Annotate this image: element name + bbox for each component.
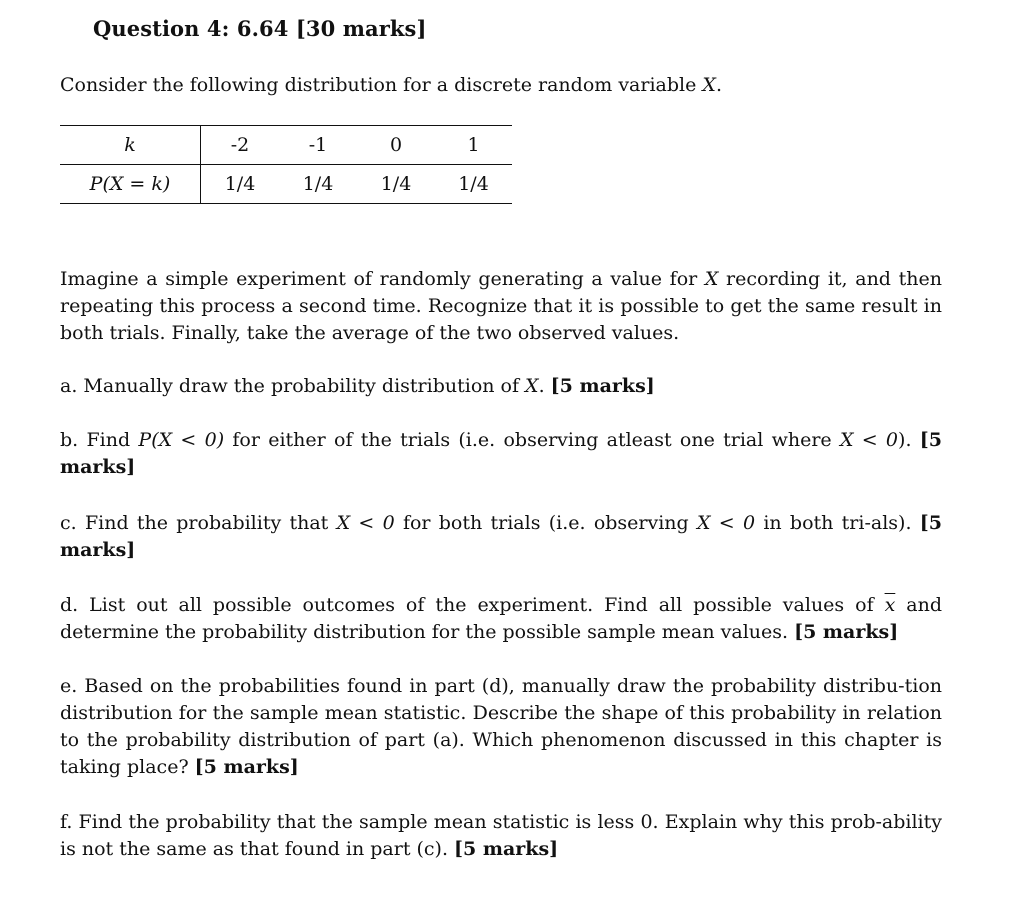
part-c-expr: X < 0 [336,512,395,534]
part-c [60,510,942,564]
part-c-text2: for both trials (i.e. observing [394,512,697,534]
part-a-after: . [538,375,551,397]
part-a-marks: [5 marks] [550,375,655,397]
probability-value: 1/4 [435,165,512,204]
part-d-marks: [5 marks] [794,621,899,643]
intro-prefix: Consider the following distribution for a discrete random variable [60,74,703,96]
imagine-part1: Imagine a simple experiment of randomly generating a value for [60,268,705,290]
part-c-text3: in both tri-als). [755,512,920,534]
part-b-expr1: P(X < 0) [138,429,225,451]
part-f [60,809,942,863]
experiment-paragraph [60,266,942,347]
part-f-text: f. Find the probability that the sample mean statistic is less 0. Explain why this prob-ability is not the same as that found in part (c). [60,811,942,860]
intro-variable: X [702,74,716,96]
probability-value: 1/4 [279,165,357,204]
part-b [60,427,942,481]
xbar-symbol: $\overline{x}$ [884,594,896,616]
part-d-text1: d. List out all possible outcomes of the experiment. Find all possible values of [60,594,885,616]
part-a [60,373,942,400]
part-b-marks: [5 marks] [60,429,942,478]
row-k-label: k [60,126,201,165]
row-p-label: P(X = k) [60,165,201,204]
imagine-variable: X [704,268,719,290]
part-d-text2: and determine the probability distribution for the possible sample mean values. [60,594,942,643]
part-e [60,673,942,781]
question-heading: Question 4: 6.64 [30 marks] [93,16,427,41]
probability-value: 1/4 [357,165,435,204]
intro-suffix: . [715,74,722,96]
part-c-expr2: X < 0 [696,512,756,534]
part-b-text3: ). [898,429,920,451]
table-row-k [60,126,512,165]
k-value: -2 [201,126,280,165]
probability-value: 1/4 [201,165,280,204]
part-d [60,592,942,646]
part-b-expr2: X < 0 [839,429,899,451]
part-b-text1: b. Find [60,429,139,451]
imagine-part2: recording it, and then repeating this process a second time. Recognize that it is possible to get the same result in both trials. Finally, take the average of the two observed values. [60,268,942,344]
part-c-text1: c. Find the probability that [60,512,337,534]
part-f-marks: [5 marks] [454,838,559,860]
part-b-text2: for either of the trials (i.e. observing atleast one trial where [224,429,840,451]
k-value: 0 [357,126,435,165]
intro-paragraph [60,72,942,99]
k-value: -1 [279,126,357,165]
part-e-text: e. Based on the probabilities found in part (d), manually draw the probability distribu-tion distribution for the sample mean statistic. Describe the shape of this probability in relation to the probability distribution of part (a). Which phenomenon discussed in this chapter is taking place? [60,675,942,778]
k-value: 1 [435,126,512,165]
table-row-probability [60,165,512,204]
part-c-marks: [5 marks] [60,512,942,561]
part-e-marks: [5 marks] [194,756,299,778]
part-a-variable: X [525,375,539,397]
distribution-table [60,125,512,204]
part-a-text: a. Manually draw the probability distribution of [60,375,526,397]
